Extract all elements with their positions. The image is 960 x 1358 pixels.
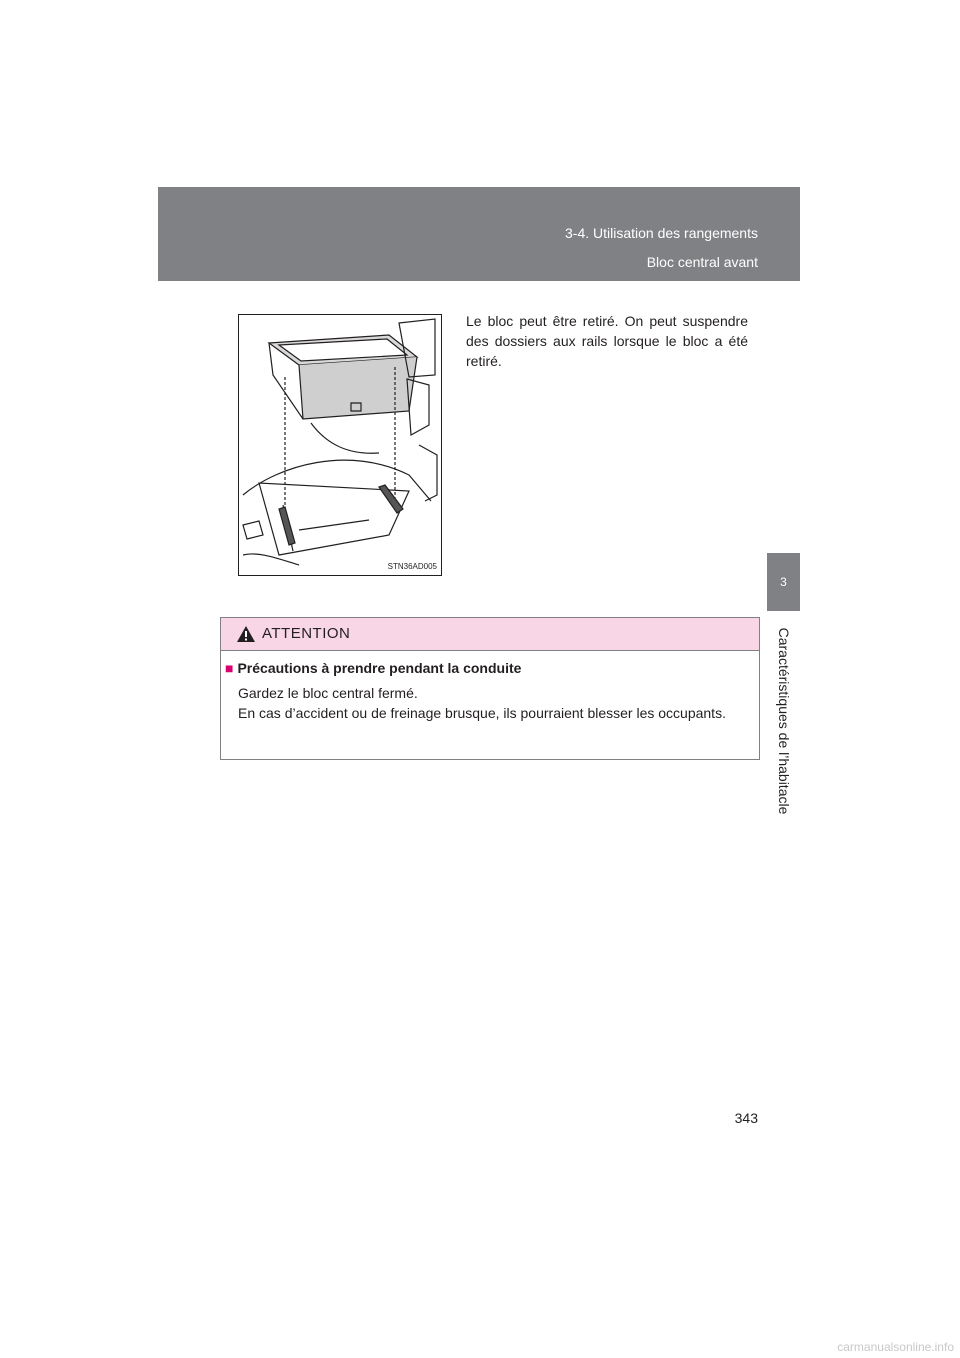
- chapter-title: Caractéristiques de l’habitacle: [775, 627, 792, 814]
- watermark: carmanualsonline.info: [837, 1340, 954, 1354]
- square-bullet-icon: ■: [225, 660, 234, 676]
- warning-line-2: En cas d’accident ou de freinage brusque, ils pourraient blesser les occupants.: [238, 705, 726, 721]
- warning-triangle-icon: [236, 625, 256, 643]
- console-box-illustration: [238, 314, 442, 576]
- chapter-side-tab: [767, 611, 800, 830]
- warning-line-1: Gardez le bloc central fermé.: [238, 685, 418, 701]
- warning-text: [238, 683, 754, 723]
- section-label: 3-4. Utilisation des rangements: [565, 225, 758, 241]
- chapter-number-tab: 3: [767, 553, 800, 611]
- body-paragraph: Le bloc peut être retiré. On peut suspendre des dossiers aux rails lorsque le bloc a été retiré.: [466, 313, 748, 369]
- warning-title: ATTENTION: [262, 625, 351, 642]
- warning-heading-text: Précautions à prendre pendant la conduite: [237, 660, 522, 676]
- subsection-label: Bloc central avant: [646, 254, 758, 270]
- header-band: [158, 187, 800, 281]
- warning-box: [220, 617, 760, 760]
- figure-code: STN36AD005: [387, 562, 437, 571]
- warning-header: [221, 618, 759, 651]
- warning-heading: [225, 660, 521, 676]
- page-number: 343: [734, 1110, 758, 1126]
- console-box-drawing: [239, 315, 441, 575]
